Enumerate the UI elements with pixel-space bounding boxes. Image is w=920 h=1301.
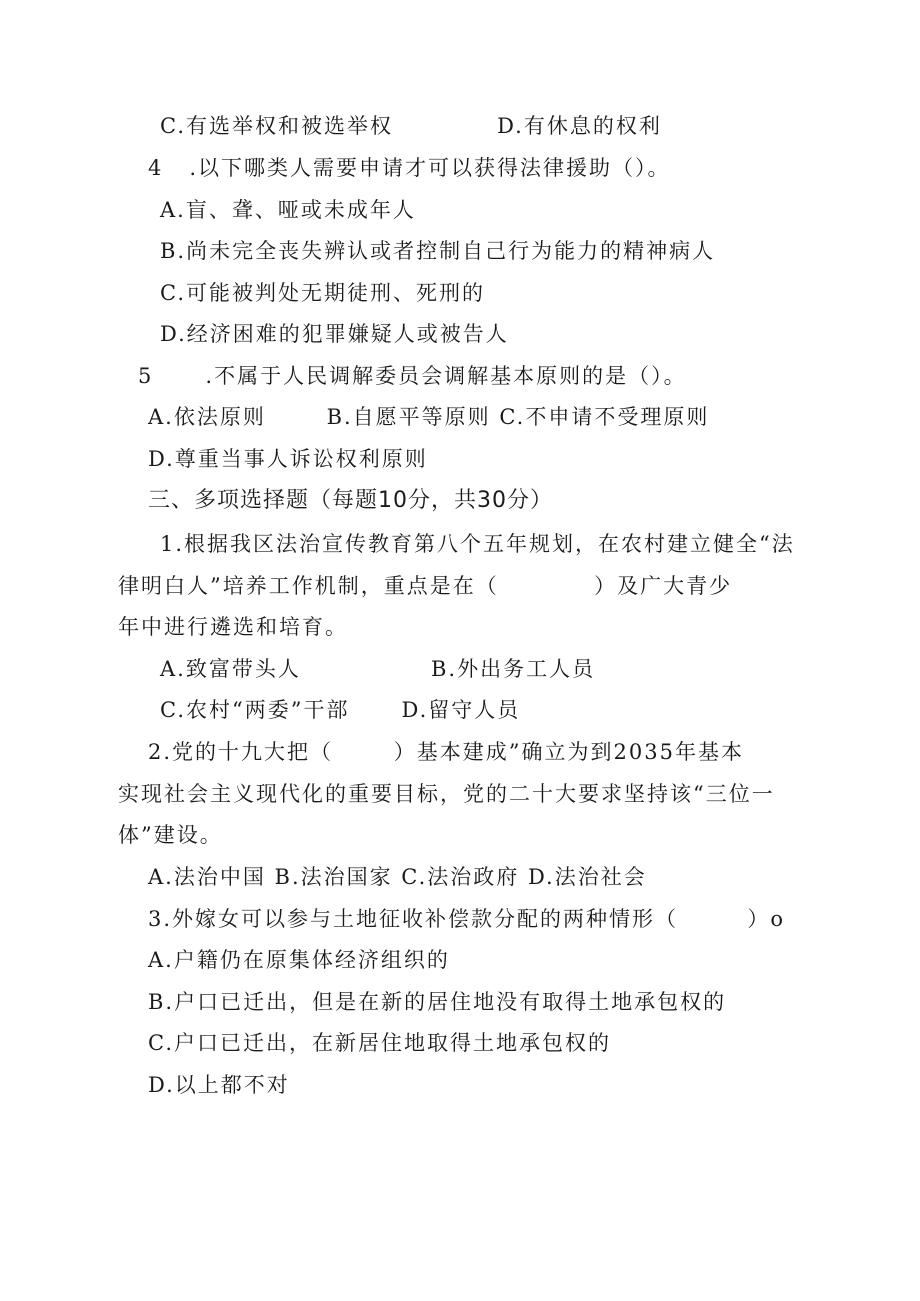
mc2-stem-line1: 2.党的十九大把（ ）基本建成”确立为到2035年基本 xyxy=(148,740,744,764)
q5-stem: 5 .不属于人民调解委员会调解基本原则的是（）。 xyxy=(138,364,687,388)
q4-option-c: C.可能被判处无期徒刑、死刑的 xyxy=(160,281,485,305)
mc3-stem: 3.外嫁女可以参与土地征收补偿款分配的两种情形（ ）o xyxy=(148,907,786,931)
mc1-options-ab: A.致富带头人 B.外出务工人员 xyxy=(160,657,596,681)
mc1-stem-line1: 1.根据我区法治宣传教育第八个五年规划，在农村建立健全“法 xyxy=(160,532,795,556)
mc3-option-a: A.户籍仍在原集体经济组织的 xyxy=(148,948,450,972)
mc3-option-c: C.户口已迁出，在新居住地取得土地承包权的 xyxy=(148,1031,611,1055)
q4-option-b: B.尚未完全丧失辨认或者控制自己行为能力的精神病人 xyxy=(160,239,716,263)
q4-option-d: D.经济困难的犯罪嫌疑人或被告人 xyxy=(160,322,509,346)
mc2-stem-line2: 实现社会主义现代化的重要目标，党的二十大要求坚持该“三位一 xyxy=(118,782,775,806)
mc1-options-cd: C.农村“两委”干部 D.留守人员 xyxy=(160,698,521,722)
mc2-options: A.法治中国 B.法治国家 C.法治政府 D.法治社会 xyxy=(148,865,647,889)
mc3-option-b: B.户口已迁出，但是在新的居住地没有取得土地承包权的 xyxy=(148,990,727,1014)
mc1-stem-line2: 律明白人”培养工作机制，重点是在（ ）及广大青少 xyxy=(118,574,733,598)
mc2-stem-line3: 体”建设。 xyxy=(118,823,223,847)
section-heading-multiple-choice: 三、多项选择题（每题10分，共30分） xyxy=(148,488,553,513)
mc1-stem-line3: 年中进行遴选和培育。 xyxy=(118,615,348,639)
q3-options-cd: C.有选举权和被选举权 D.有休息的权利 xyxy=(160,114,662,138)
mc3-option-d: D.以上都不对 xyxy=(148,1073,290,1097)
q4-option-a: A.盲、聋、哑或未成年人 xyxy=(160,198,416,222)
q5-options-abc: A.依法原则 B.自愿平等原则 C.不申请不受理原则 xyxy=(148,405,710,429)
q5-option-d: D.尊重当事人诉讼权利原则 xyxy=(148,447,428,471)
q4-stem: 4 .以下哪类人需要申请才可以获得法律援助（）。 xyxy=(148,156,671,180)
